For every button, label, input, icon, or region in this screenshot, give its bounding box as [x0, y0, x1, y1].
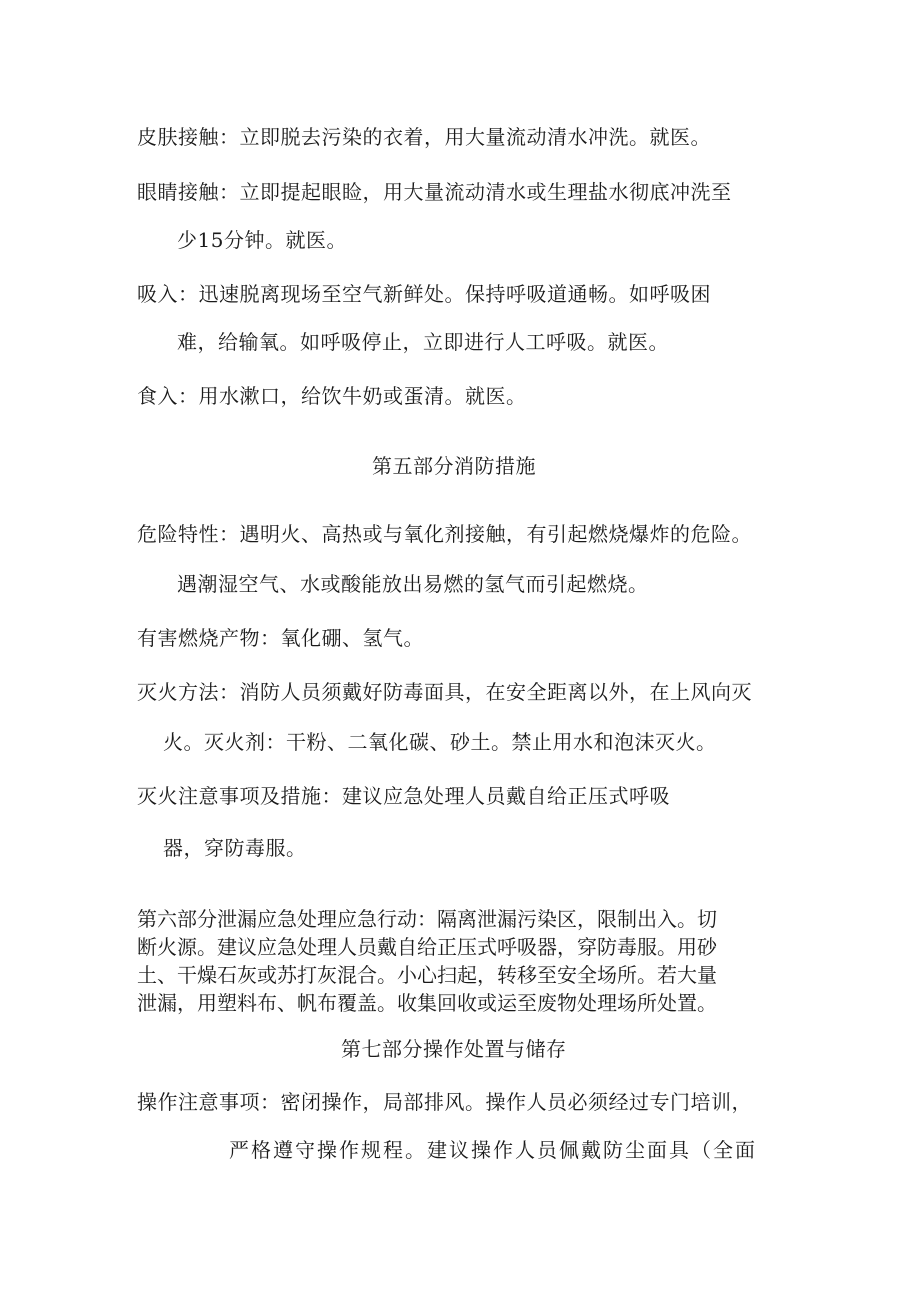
extinguish-method-text: 灭火方法：消防人员须戴好防毒面具，在安全距离以外，在上风向灭 — [137, 680, 752, 704]
eye-contact-text-cont: 少15分钟。就医。 — [177, 228, 347, 252]
section5-heading: 第五部分消防措施 — [372, 454, 536, 478]
eye-contact-text: 眼睛接触：立即提起眼睑，用大量流动清水或生理盐水彻底冲洗至 — [137, 180, 732, 204]
section6-paragraph-line: 第六部分泄漏应急处理应急行动：隔离泄漏污染区，限制出入。切 — [137, 907, 717, 931]
section6-paragraph-line: 泄漏，用塑料布、帆布覆盖。收集回收或运至废物处理场所处置。 — [137, 991, 717, 1015]
operation-notes-text: 操作注意事项：密闭操作，局部排风。操作人员必须经过专门培训， — [137, 1090, 752, 1114]
inhalation-text: 吸入：迅速脱离现场至空气新鲜处。保持呼吸道通畅。如呼吸困 — [137, 282, 711, 306]
skin-contact-text: 皮肤接触：立即脱去污染的衣着，用大量流动清水冲洗。就医。 — [137, 125, 711, 149]
operation-notes-text-cont: 严格遵守操作规程。建议操作人员佩戴防尘面具（全面 — [229, 1138, 757, 1162]
section6-paragraph-line: 断火源。建议应急处理人员戴自给正压式呼吸器，穿防毒服。用砂 — [137, 935, 717, 959]
section7-heading: 第七部分操作处置与储存 — [341, 1037, 567, 1061]
extinguish-notes-text: 灭火注意事项及措施：建议应急处理人员戴自给正压式呼吸 — [137, 784, 670, 808]
inhalation-text-cont: 难，给输氧。如呼吸停止，立即进行人工呼吸。就医。 — [177, 330, 669, 354]
hazard-text: 危险特性：遇明火、高热或与氧化剂接触，有引起燃烧爆炸的危险。 — [137, 522, 752, 546]
section6-paragraph-line: 土、干燥石灰或苏打灰混合。小心扫起，转移至安全场所。若大量 — [137, 963, 717, 987]
extinguish-notes-text-cont: 器，穿防毒服。 — [163, 836, 307, 860]
extinguish-method-text-cont: 火。灭火剂：干粉、二氧化碳、砂土。禁止用水和泡沫灭火。 — [163, 730, 717, 754]
ingestion-text: 食入：用水漱口，给饮牛奶或蛋清。就医。 — [137, 384, 527, 408]
combustion-products-text: 有害燃烧产物：氧化硼、氢气。 — [137, 626, 424, 650]
hazard-text-cont: 遇潮湿空气、水或酸能放出易燃的氢气而引起燃烧。 — [177, 572, 649, 596]
